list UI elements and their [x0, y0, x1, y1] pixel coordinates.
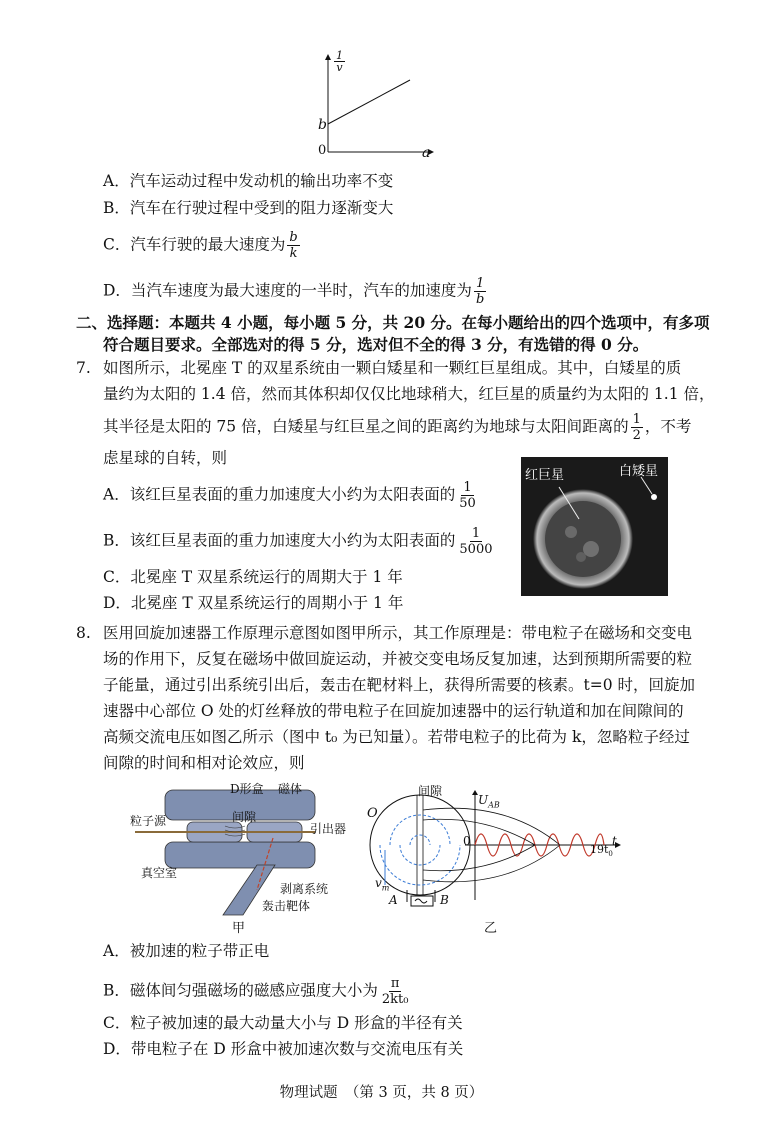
yi-t-end-sub: 0	[608, 850, 613, 859]
q7-number: 7.	[76, 359, 91, 377]
jia-label-strip: 剥离系统	[280, 882, 329, 896]
jia-label-gap: 间隙	[232, 810, 257, 824]
q6-d-num: 1	[475, 276, 485, 291]
photo-label-red-giant: 红巨星	[525, 468, 565, 483]
q7-line3	[103, 412, 691, 443]
jia-label-vacuum: 真空室	[141, 866, 178, 880]
q7-a-den: 50	[459, 496, 476, 511]
q8-option-b	[103, 976, 413, 1007]
q8-b-num: π	[390, 976, 400, 991]
page-footer: 物理试题 （第 3 页，共 8 页）	[279, 1085, 484, 1101]
q8-option-a: A．被加速的粒子带正电	[103, 942, 270, 960]
q8-line4: 速器中心部位 O 处的灯丝释放的带电粒子在回旋加速器中的运行轨道和加在间隙间的	[103, 702, 684, 720]
q7-option-b-text: B．该红巨星表面的重力加速度大小约为太阳表面的	[103, 531, 456, 550]
q6-option-c	[103, 230, 302, 261]
jia-label-target: 轰击靶体	[262, 899, 311, 913]
yi-uab-main: U	[478, 793, 489, 807]
q8-number: 8.	[76, 624, 91, 642]
q6-option-b: B．汽车在行驶过程中受到的阻力逐渐变大	[103, 199, 394, 217]
yi-label-uab	[478, 793, 500, 809]
q8-line6: 间隙的时间和相对论效应，则	[103, 754, 305, 772]
q7-line3-tail: ，不考	[644, 417, 692, 436]
q6-option-d-text: D．当汽车速度为最大速度的一半时，汽车的加速度为	[103, 281, 472, 300]
graph-x-label: a	[422, 145, 431, 161]
yi-label-zero: 0	[463, 834, 471, 848]
jia-caption: 甲	[232, 921, 246, 936]
q7-a-num: 1	[463, 480, 472, 495]
graph-y-label: $\frac{1}{v}$	[336, 49, 343, 74]
yi-uab-sub: AB	[488, 800, 500, 810]
yi-t-end-main: 19t	[590, 843, 609, 856]
graph-origin: 0	[318, 143, 327, 158]
q6-option-c-text: C．汽车行驶的最大速度为	[103, 235, 286, 254]
q7-option-b	[103, 526, 497, 557]
q8-line1: 医用回旋加速器工作原理示意图如图甲所示，其工作原理是：带电粒子在磁场和交变电	[103, 624, 693, 642]
binary-star-photo	[521, 457, 668, 596]
q6-c-num: b	[289, 230, 298, 245]
cyclotron-diagram-jia	[125, 780, 355, 920]
yi-label-gap: 间隙	[418, 784, 443, 798]
q7-b-num: 1	[471, 526, 481, 541]
q6-option-d	[103, 276, 488, 307]
section2-line2: 符合题目要求。全部选对的得 5 分，选对但不全的得 3 分，有选错的得 0 分。	[103, 335, 649, 354]
q7-line2: 量约为太阳的 1.4 倍，然而其体积却仅仅比地球稍大，红巨星的质量约为太阳的 1.1 倍，	[103, 385, 715, 403]
yi-vm-sub: m	[381, 883, 390, 893]
q8-option-d: D．带电粒子在 D 形盒中被加速次数与交流电压有关	[103, 1040, 464, 1058]
q8-line3: 子能量，通过引出系统引出后，轰击在靶材料上，获得所需要的核素。t=0 时，回旋加	[103, 676, 696, 694]
q7-line3-text: 其半径是太阳的 75 倍，白矮星与红巨星之间的距离约为地球与太阳间距离的	[103, 417, 629, 436]
q8-option-b-text: B．磁体间匀强磁场的磁感应强度大小为	[103, 981, 378, 1000]
q7-b-den: 5000	[459, 542, 493, 557]
photo-label-white-dwarf: 白矮星	[619, 464, 659, 479]
q7-line1: 如图所示，北冕座 T 的双星系统由一颗白矮星和一颗红巨星组成。其中，白矮星的质	[103, 359, 682, 377]
yi-label-vm	[375, 876, 389, 892]
q7-option-d: D．北冕座 T 双星系统运行的周期小于 1 年	[103, 594, 404, 612]
jia-label-extractor: 引出器	[310, 822, 347, 836]
q6-option-a: A．汽车运动过程中发动机的输出功率不变	[103, 172, 394, 190]
yi-label-o: O	[367, 806, 378, 821]
q7-l3-num: 1	[632, 412, 641, 427]
yi-vm-main: v	[375, 876, 382, 890]
q6-c-den: k	[289, 246, 298, 261]
q8-line2: 场的作用下，反复在磁场中做回旋运动，并被交变电场反复加速，达到预期所需要的粒	[103, 650, 693, 668]
jia-label-source: 粒子源	[130, 814, 167, 828]
jia-label-dbox: D形盒	[230, 782, 264, 796]
graph-intercept-b: b	[318, 117, 327, 133]
q7-option-a-text: A．该红巨星表面的重力加速度大小约为太阳表面的	[103, 485, 456, 504]
yi-caption: 乙	[484, 921, 498, 936]
jia-label-magnet: 磁体	[278, 782, 303, 796]
yi-label-b: B	[440, 893, 449, 907]
q8-b-den: 2kt₀	[381, 992, 409, 1007]
q7-line4: 虑星球的自转，则	[103, 449, 228, 467]
q7-l3-den: 2	[632, 428, 641, 443]
yi-label-t: t	[612, 834, 617, 848]
section2-line1: 二、选择题：本题共 4 小题，每小题 5 分，共 20 分。在每小题给出的四个选项中，有多项	[76, 313, 710, 332]
yi-label-t-end	[590, 843, 613, 858]
q8-line5: 高频交流电压如图乙所示（图中 t₀ 为已知量）。若带电粒子的比荷为 k，忽略粒子经过	[103, 728, 690, 746]
q7-option-a	[103, 480, 480, 511]
q8-option-c: C．粒子被加速的最大动量大小与 D 形盒的半径有关	[103, 1014, 463, 1032]
q6-d-den: b	[475, 292, 485, 307]
q7-option-c: C．北冕座 T 双星系统运行的周期大于 1 年	[103, 568, 403, 586]
yi-label-a: A	[389, 893, 398, 907]
